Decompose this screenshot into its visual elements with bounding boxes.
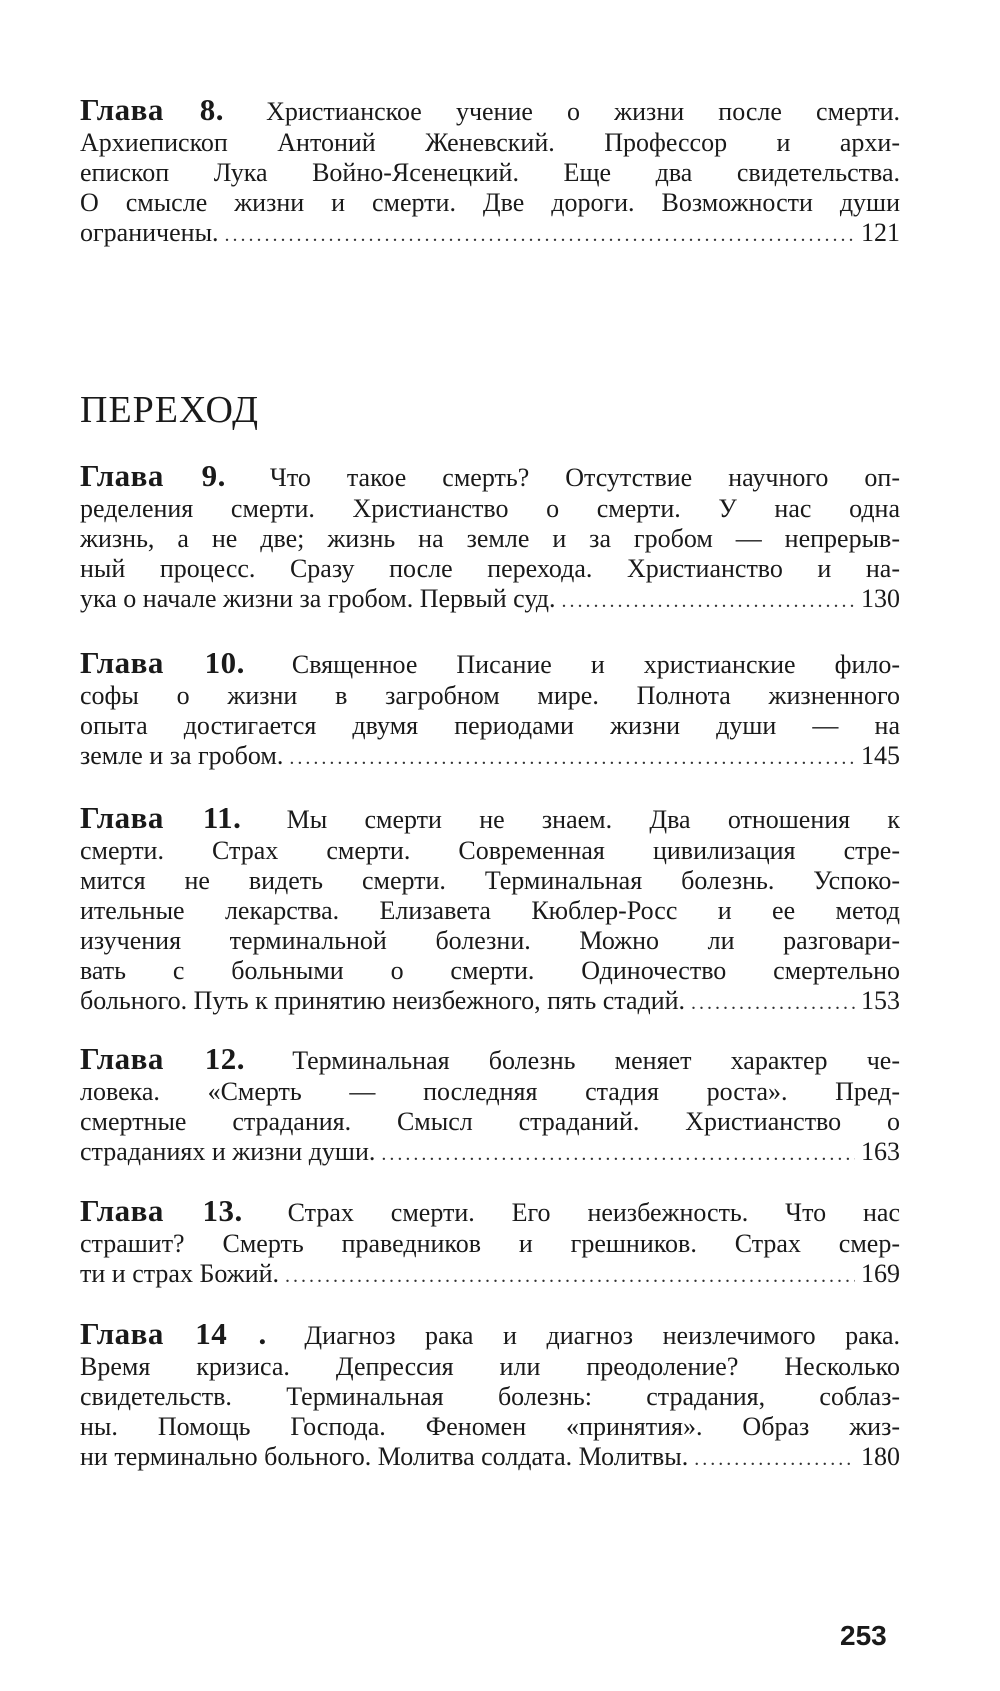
folio-page-number: 253 bbox=[840, 1620, 887, 1651]
toc-line bbox=[80, 956, 900, 986]
toc-line bbox=[80, 458, 900, 494]
dot-leader bbox=[381, 1139, 855, 1167]
toc-text: изучения терминальной болезни. Можно ли разговари- bbox=[80, 926, 900, 955]
toc-line bbox=[80, 92, 900, 128]
toc-line bbox=[80, 524, 900, 554]
toc-line bbox=[80, 158, 900, 188]
toc-text: ны. Помощь Господа. Феномен «принятия». Образ жиз- bbox=[80, 1412, 900, 1441]
toc-line bbox=[80, 1077, 900, 1107]
toc-text: Архиепископ Антоний Женевский. Профессор и архи- bbox=[80, 128, 900, 157]
chapter-label: Глава 11. bbox=[80, 800, 242, 835]
toc-line bbox=[80, 1137, 900, 1167]
toc-line bbox=[80, 866, 900, 896]
chapter-label: Глава 8. bbox=[80, 92, 224, 127]
toc-entry-chapter-9 bbox=[80, 458, 900, 614]
page-number: 163 bbox=[861, 1137, 900, 1166]
toc-text: ловека. «Смерть — последняя стадия роста». Пред- bbox=[80, 1077, 900, 1106]
dot-leader bbox=[694, 1444, 855, 1472]
toc-text: Что такое смерть? Отсутствие научного оп- bbox=[269, 463, 900, 492]
toc-line bbox=[80, 1382, 900, 1412]
toc-text: софы о жизни в загробном мире. Полнота жизненного bbox=[80, 681, 900, 710]
toc-entry-chapter-14 bbox=[80, 1316, 900, 1472]
toc-line bbox=[80, 926, 900, 956]
toc-text: Диагноз рака и диагноз неизлечимого рака. bbox=[304, 1321, 900, 1350]
toc-text: страданиях и жизни души. bbox=[80, 1137, 376, 1166]
toc-text: смертные страдания. Смысл страданий. Христианство о bbox=[80, 1107, 900, 1136]
chapter-label: Глава 9. bbox=[80, 458, 226, 493]
dot-leader bbox=[561, 586, 855, 614]
section-title: ПЕРЕХОД bbox=[80, 389, 259, 431]
dot-leader bbox=[691, 988, 855, 1016]
toc-text: ограничены. bbox=[80, 218, 219, 247]
toc-entry-chapter-10 bbox=[80, 645, 900, 771]
toc-entry-chapter-11 bbox=[80, 800, 900, 1016]
toc-line bbox=[80, 836, 900, 866]
toc-line bbox=[80, 741, 900, 771]
page-number: 130 bbox=[861, 584, 900, 613]
toc-text: Страх смерти. Его неизбежность. Что нас bbox=[287, 1198, 900, 1227]
toc-text: ти и страх Божий. bbox=[80, 1259, 280, 1288]
toc-line bbox=[80, 1442, 900, 1472]
toc-text: ительные лекарства. Елизавета Кюблер-Росс и ее метод bbox=[80, 896, 900, 925]
toc-line bbox=[80, 896, 900, 926]
toc-line bbox=[80, 128, 900, 158]
chapter-label: Глава 10. bbox=[80, 645, 245, 680]
toc-text: ука о начале жизни за гробом. Первый суд. bbox=[80, 584, 556, 613]
dot-leader bbox=[285, 1261, 855, 1289]
toc-line bbox=[80, 1107, 900, 1137]
toc-line bbox=[80, 1352, 900, 1382]
toc-text: Время кризиса. Депрессия или преодоление? Несколько bbox=[80, 1352, 900, 1381]
toc-text: мится не видеть смерти. Терминальная болезнь. Успоко- bbox=[80, 866, 900, 895]
page-number: 121 bbox=[861, 218, 900, 247]
toc-text: Христианское учение о жизни после смерти. bbox=[266, 97, 900, 126]
toc-text: земле и за гробом. bbox=[80, 741, 284, 770]
toc-text: больного. Путь к принятию неизбежного, пять стадий. bbox=[80, 986, 686, 1015]
toc-line bbox=[80, 1316, 900, 1352]
toc-text: свидетельств. Терминальная болезнь: страдания, соблаз- bbox=[80, 1382, 900, 1411]
toc-text: опыта достигается двумя периодами жизни души — на bbox=[80, 711, 900, 740]
page-number: 153 bbox=[861, 986, 900, 1015]
toc-line bbox=[80, 681, 900, 711]
page-number: 180 bbox=[861, 1442, 900, 1471]
toc-line bbox=[80, 1193, 900, 1229]
toc-text: Терминальная болезнь меняет характер че- bbox=[292, 1046, 900, 1075]
dot-leader bbox=[289, 743, 855, 771]
toc-text: О смысле жизни и смерти. Две дороги. Возможности души bbox=[80, 188, 900, 217]
chapter-label: Глава 12. bbox=[80, 1041, 246, 1076]
toc-text: ределения смерти. Христианство о смерти. У нас одна bbox=[80, 494, 900, 523]
toc-line bbox=[80, 1259, 900, 1289]
toc-line bbox=[80, 711, 900, 741]
toc-line bbox=[80, 1229, 900, 1259]
toc-entry-chapter-13 bbox=[80, 1193, 900, 1289]
page-number: 145 bbox=[861, 741, 900, 770]
toc-line bbox=[80, 554, 900, 584]
toc-line bbox=[80, 188, 900, 218]
toc-text: епископ Лука Войно-Ясенецкий. Еще два свидетельства. bbox=[80, 158, 900, 187]
toc-line bbox=[80, 584, 900, 614]
toc-line bbox=[80, 986, 900, 1016]
toc-line bbox=[80, 645, 900, 681]
toc-line bbox=[80, 800, 900, 836]
toc-text: ный процесс. Сразу после перехода. Христианство и на- bbox=[80, 554, 900, 583]
toc-line bbox=[80, 494, 900, 524]
toc-text: смерти. Страх смерти. Современная цивилизация стре- bbox=[80, 836, 900, 865]
toc-line bbox=[80, 218, 900, 248]
chapter-label: Глава 14 . bbox=[80, 1316, 267, 1351]
toc-line bbox=[80, 1041, 900, 1077]
toc-text: жизнь, а не две; жизнь на земле и за гробом — непрерыв- bbox=[80, 524, 900, 553]
toc-line bbox=[80, 1412, 900, 1442]
toc-entry-chapter-12 bbox=[80, 1041, 900, 1167]
chapter-label: Глава 13. bbox=[80, 1193, 243, 1228]
toc-text: Священное Писание и христианские фило- bbox=[291, 650, 900, 679]
toc-text: ни терминально больного. Молитва солдата. Молитвы. bbox=[80, 1442, 689, 1471]
dot-leader bbox=[225, 220, 855, 248]
toc-text: страшит? Смерть праведников и грешников. Страх смер- bbox=[80, 1229, 900, 1258]
toc-text: вать с больными о смерти. Одиночество смертельно bbox=[80, 956, 900, 985]
page-number: 169 bbox=[861, 1259, 900, 1288]
toc-entry-chapter-8 bbox=[80, 92, 900, 248]
toc-text: Мы смерти не знаем. Два отношения к bbox=[286, 805, 900, 834]
